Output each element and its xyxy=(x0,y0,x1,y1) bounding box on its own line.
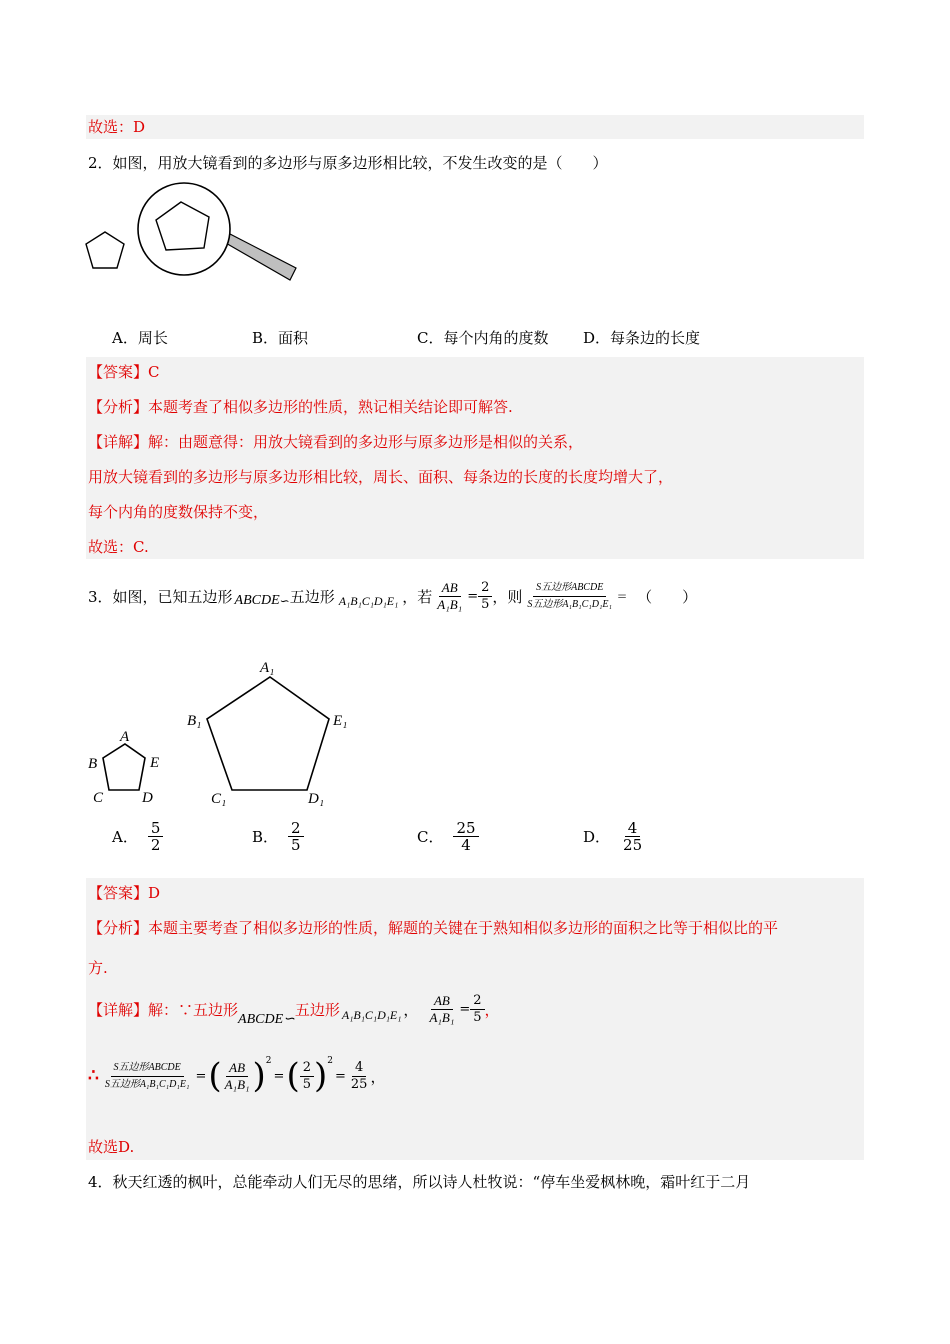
q2-detail-1: 【详解】解：由题意得：用放大镜看到的多边形与原多边形是相似的关系， xyxy=(88,433,584,451)
q2-figure-magnifier xyxy=(84,182,304,292)
q3-conclusion: 故选D. xyxy=(88,1138,135,1156)
q1-conclusion: 故选：D xyxy=(88,118,146,136)
label-b: B xyxy=(88,756,98,772)
q3-figure-pentagons xyxy=(84,650,374,812)
q3-solution-box xyxy=(86,878,864,1160)
q3-option-d[interactable]: D． $\frac{4}{25}$ xyxy=(583,819,643,854)
q4-stem: 4．秋天红透的枫叶，总能牵动人们无尽的思绪，所以诗人杜牧说：“停车坐爱枫林晚，霜叶红于二月 xyxy=(88,1173,751,1191)
q2-option-a[interactable]: A．周长 xyxy=(112,329,168,347)
label-a1: A₁ xyxy=(260,660,275,676)
q3-analysis-1: 【分析】本题主要考查了相似多边形的性质，解题的关键在于熟知相似多边形的面积之比等于相似比的平 xyxy=(88,919,779,937)
label-c1: C₁ xyxy=(211,791,227,807)
q2-option-d[interactable]: D．每条边的长度 xyxy=(583,329,701,347)
q3-option-a[interactable]: A． $\frac{5}{2}$ xyxy=(112,820,163,853)
label-e1: E₁ xyxy=(333,713,348,729)
q3-analysis-2: 方. xyxy=(88,959,108,977)
q2-analysis: 【分析】本题考查了相似多边形的性质，熟记相关结论即可解答. xyxy=(88,398,513,416)
q3-poly1: ABCDE xyxy=(234,593,280,608)
label-d: D xyxy=(142,790,153,806)
small-pentagon xyxy=(86,232,124,268)
q2-detail-2: 用放大镜看到的多边形与原多边形相比较，周长、面积、每条边的长度的长度均增大了， xyxy=(88,468,674,486)
label-b1: B₁ xyxy=(187,713,202,729)
q1-conclusion-box xyxy=(86,115,864,139)
q2-answer: 【答案】C xyxy=(88,363,160,381)
q3-detail-line: 【详解】 解：∵五边形 ABCDE∽ 五边形 A₁B₁C₁D₁E₁ ， $\frac{AB}{\text{A₁B₁}}$ = $\frac{2}{5}$ ， xyxy=(88,992,500,1027)
q3-option-c[interactable]: C． $\frac{25}{4}$ xyxy=(417,820,479,853)
q2-stem: 2．如图，用放大镜看到的多边形与原多边形相比较，不发生改变的是（ ） xyxy=(88,154,608,172)
q3-poly2: A₁B₁C₁D₁E₁ xyxy=(338,593,399,608)
pentagon-a1b1c1d1e1 xyxy=(207,677,329,790)
q2-option-c[interactable]: C．每个内角的度数 xyxy=(417,329,549,347)
q3-area-ratio: $\frac{\text{S五边形ABCDE}}{\text{S五边形A₁B₁C₁D₁E₁}}$ xyxy=(527,581,613,610)
label-e: E xyxy=(150,755,160,771)
lens xyxy=(138,183,230,275)
q3-ratio-value: $\frac{2}{5}$ xyxy=(478,580,492,613)
q3-answer: 【答案】D xyxy=(88,884,161,902)
handle xyxy=(224,234,296,280)
q3-calc-line: ∴ $\frac{\text{S五边形ABCDE}}{\text{S五边形A₁B₁C₁D₁E₁}}$ = ( $\frac{AB}{\text{A₁B₁}}$ ) $^2$ = ( $\frac{2}{5}$ ) $^2$ = $\frac{4}{25}$ ， xyxy=(88,1056,386,1096)
q2-solution-box xyxy=(86,357,864,559)
q2-detail-3: 每个内角的度数保持不变， xyxy=(88,503,269,521)
q2-option-b[interactable]: B．面积 xyxy=(252,329,309,347)
label-c: C xyxy=(93,790,104,806)
q3-ratio: $\frac{AB}{\text{A₁B₁}}$ xyxy=(437,579,463,612)
pentagon-abcde xyxy=(103,744,145,790)
q3-stem: 3．如图，已知五边形 ABCDE ∽ 五边形 A₁B₁C₁D₁E₁ ，若 $\frac{AB}{\text{A₁B₁}}$ = $\frac{2}{5}$ ，则 $\frac{\text{S五边形ABCDE}}{\text{S五边形A₁B₁C₁D₁E₁}}$ = （ ） xyxy=(88,579,698,612)
label-d1: D₁ xyxy=(308,791,325,807)
q2-detail-4: 故选：C. xyxy=(88,538,149,556)
label-a: A xyxy=(120,729,130,745)
q3-option-b[interactable]: B． $\frac{2}{5}$ xyxy=(252,820,304,853)
